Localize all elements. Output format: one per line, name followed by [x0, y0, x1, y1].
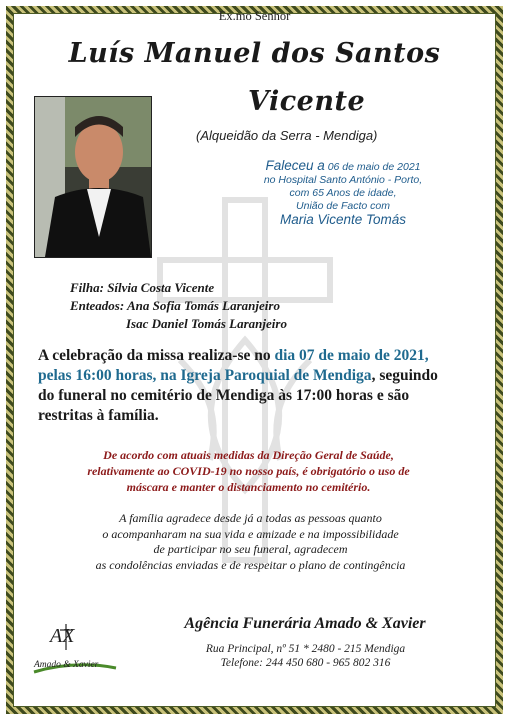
covid-line-3: máscara e manter o distanciamento no cemitério.	[126, 480, 371, 494]
union-label: União de Facto com	[296, 200, 390, 212]
deceased-name-line1: Luís Manuel dos Santos	[68, 38, 441, 69]
deceased-photo	[34, 96, 152, 258]
deceased-name-line2: Vicente	[248, 86, 366, 117]
thanks-line-3: de participar no seu funeral, agradecem	[153, 542, 348, 556]
age-at-death: com 65 Anos de idade,	[289, 187, 397, 199]
salutation: Ex.mo Senhor	[218, 9, 291, 23]
stepchildren-line-1: Enteados: Ana Sofia Tomás Laranjeiro	[70, 298, 280, 313]
covid-line-2: relativamente ao COVID-19 no nosso país, é obrigatório o uso de	[87, 464, 410, 478]
thanks-line-4: as condolências enviadas e de respeitar o plano de contingência	[95, 557, 406, 572]
agency-phone: Telefone: 244 450 680 - 965 802 316	[220, 657, 391, 669]
logo-letters: AX	[50, 625, 75, 647]
death-date: 06 de maio de 2021	[327, 161, 421, 173]
death-place: no Hospital Santo António - Porto,	[263, 174, 423, 186]
mass-announcement	[38, 346, 458, 426]
agency-address: Rua Principal, nº 51 * 2480 - 215 Mendiga	[205, 643, 406, 655]
thanks-line-1: A família agradece desde já a todas as pessoas quanto	[119, 511, 382, 525]
daughter-line: Filha: Sílvia Costa Vicente	[70, 280, 215, 295]
family-thanks	[48, 511, 453, 573]
death-details	[228, 159, 458, 226]
covid-notice	[56, 447, 441, 495]
agency-contact	[193, 642, 418, 670]
agency-logo-text: Amado & Xavier	[34, 660, 99, 670]
agency-logo-icon	[30, 620, 120, 680]
thanks-line-2: o acompanharam na sua vida e amizade e na impossibilidade	[102, 526, 399, 541]
family-list	[70, 279, 287, 333]
faleceu-label: Faleceu a	[265, 158, 325, 173]
locality: (Alqueidão da Serra - Mendiga)	[196, 128, 378, 143]
mass-text-part1: A celebração da missa realiza-se no	[38, 347, 275, 364]
stepchildren-line-2: Isac Daniel Tomás Laranjeiro	[126, 316, 287, 331]
agency-name: Agência Funerária Amado & Xavier	[184, 615, 426, 632]
covid-line-1: De acordo com atuais medidas da Direção Geral de Saúde,	[103, 448, 394, 462]
mass-text-part2: , seguindo do funeral no cemitério de Mendiga às 17:00 horas e são restritas à família.	[38, 367, 438, 424]
mass-datetime-place: dia 07 de maio de 2021, pelas 16:00 horas, na Igreja Paroquial de Mendiga	[38, 347, 429, 384]
partner-name: Maria Vicente Tomás	[279, 212, 407, 227]
